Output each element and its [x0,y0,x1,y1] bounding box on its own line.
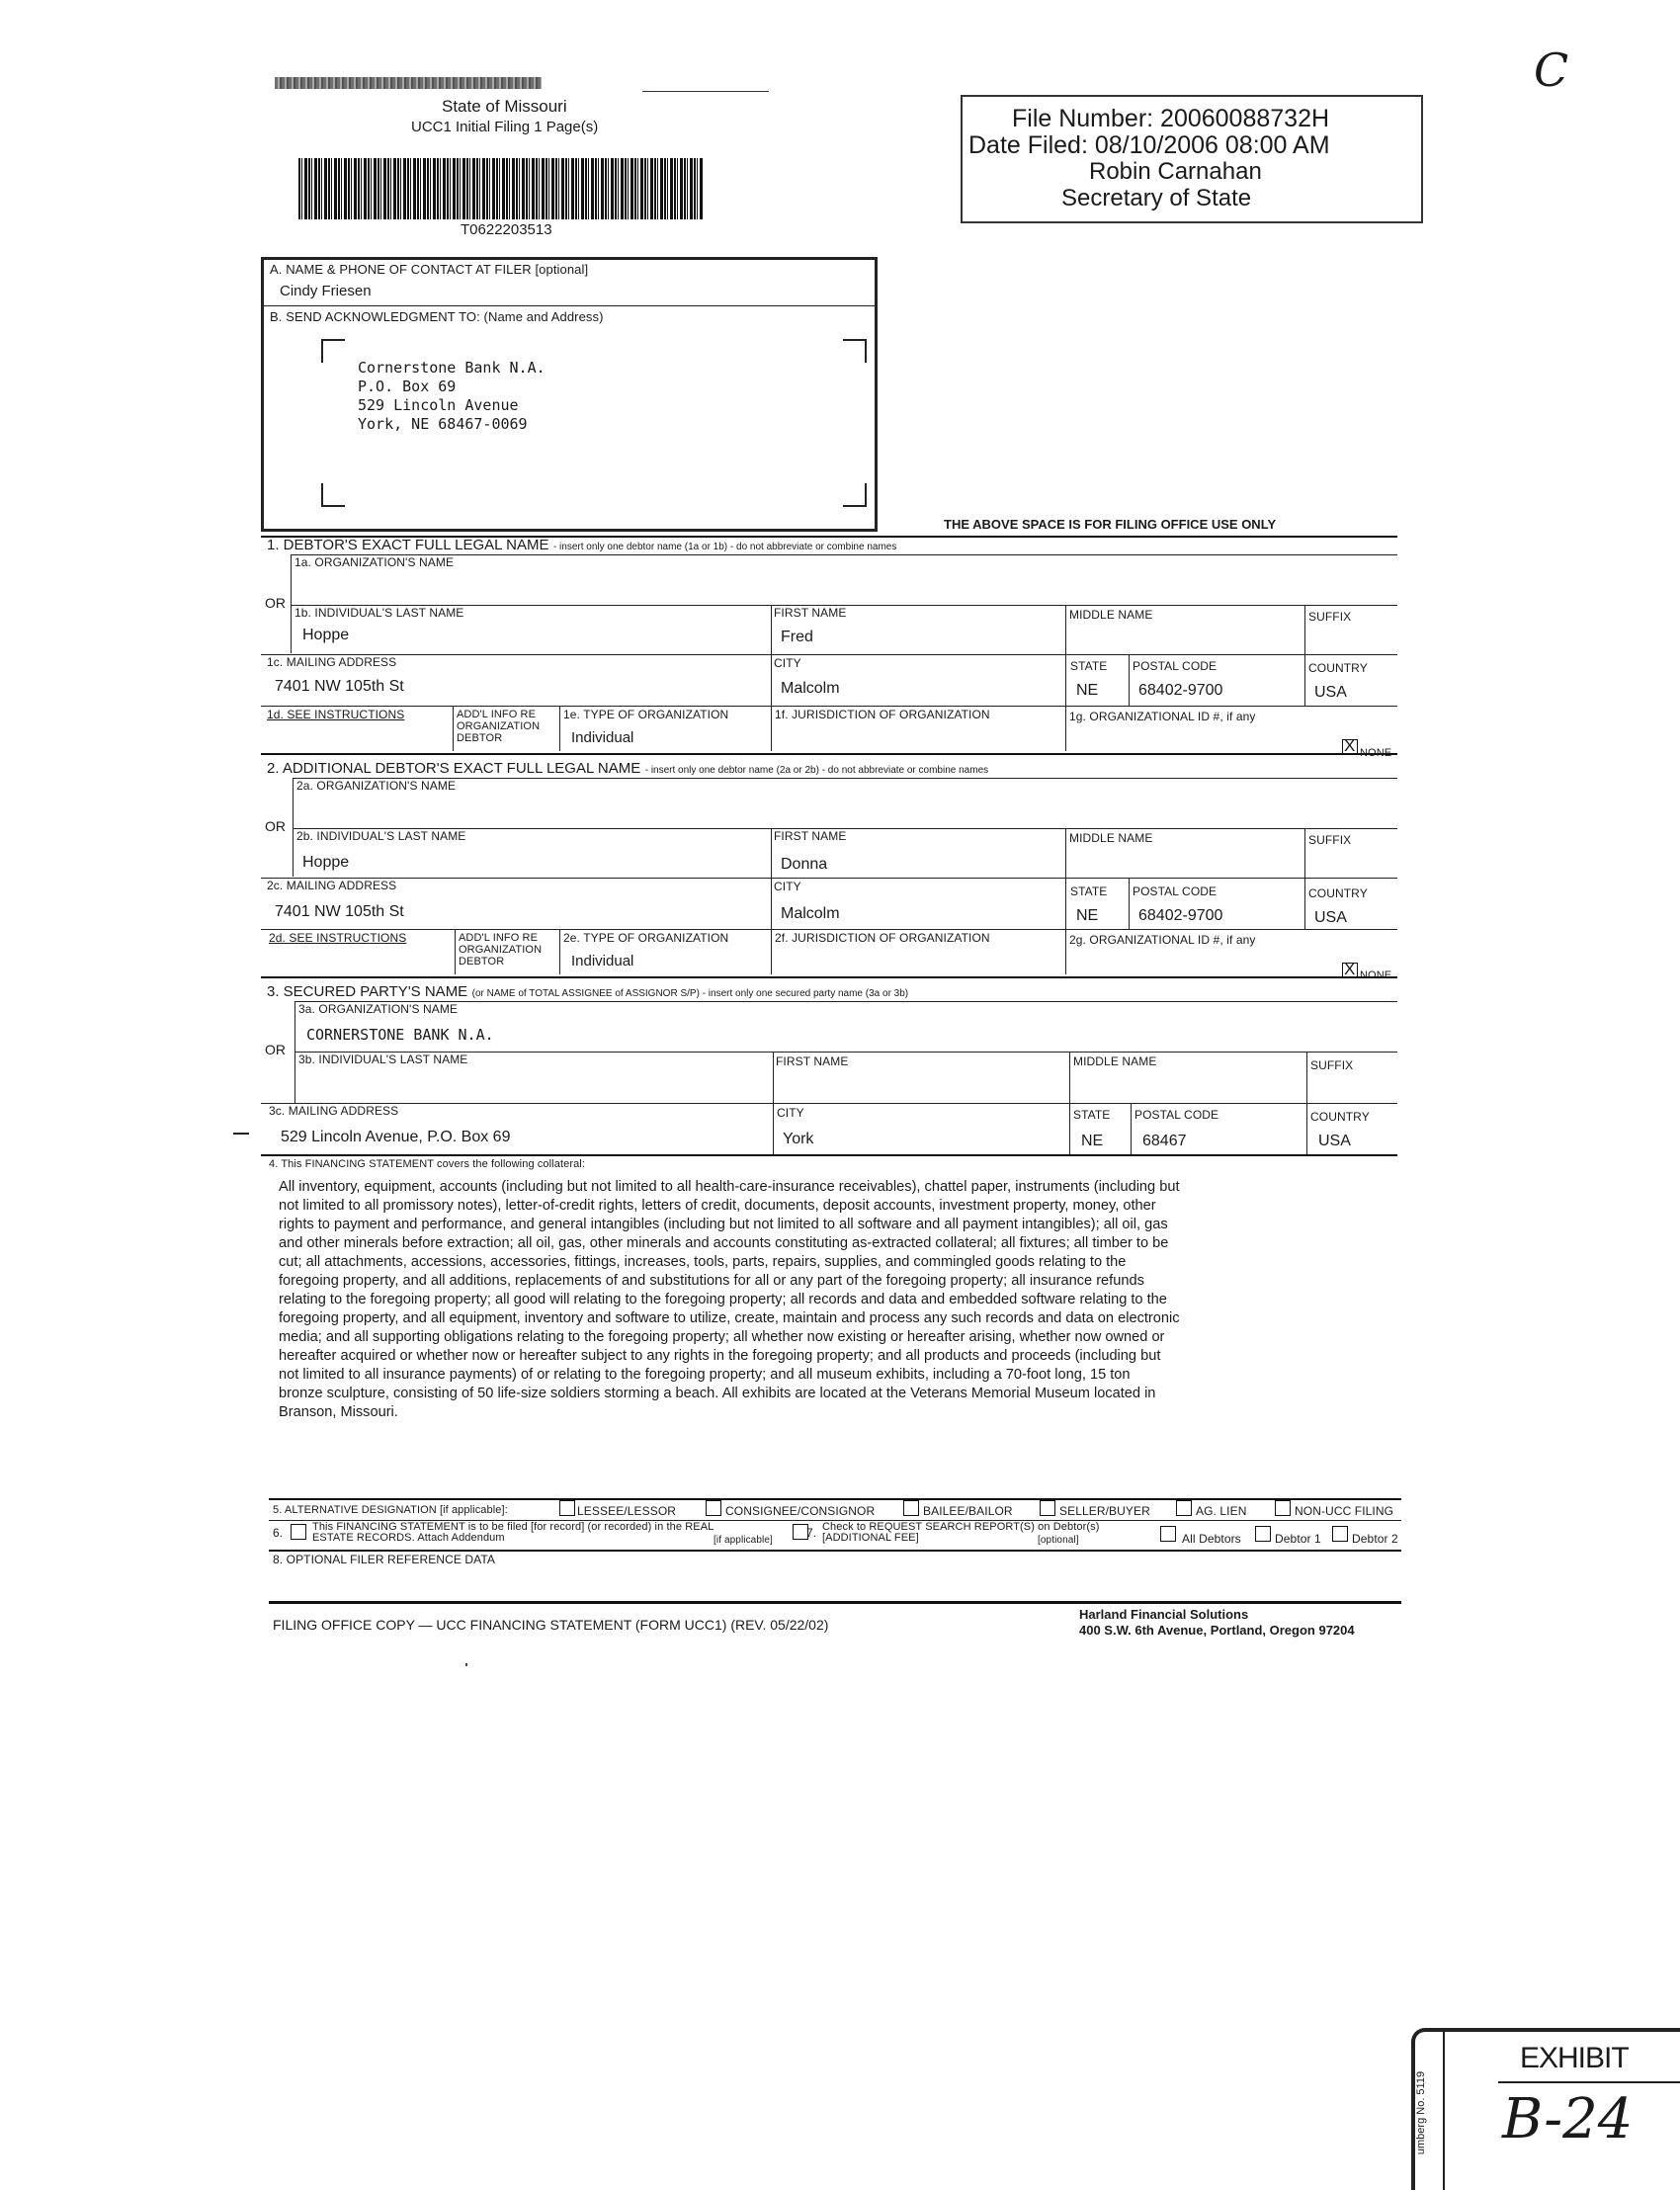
option-label: AG. LIEN [1196,1504,1247,1518]
state-label: STATE [1073,1108,1111,1122]
org-name-label: 1a. ORGANIZATION'S NAME [294,555,455,569]
ack-label: B. SEND ACKNOWLEDGMENT TO: (Name and Address) [270,309,604,324]
stray-mark [465,1663,467,1666]
postal-code-label: POSTAL CODE [1133,884,1218,898]
last-name-label: 2b. INDIVIDUAL'S LAST NAME [296,829,466,843]
mailing-address-label: 1c. MAILING ADDRESS [267,655,397,669]
none-label: NONE [1360,747,1392,759]
org-name-label: 2a. ORGANIZATION'S NAME [296,779,457,793]
collateral-line: cut; all attachments, accessions, accessories, fittings, increases, tools, parts, repairs, supplies, and commingled goods relating to the [279,1254,1127,1270]
filing-stamp [961,95,1423,223]
collateral-line: All inventory, equipment, accounts (including but not limited to all health-care-insurance receivables), chattel paper, instruments (including but [279,1179,1180,1195]
optional-note: [optional] [1038,1535,1079,1546]
debtor2-org-type: Individual [571,953,634,969]
debtor2-postal: 68402-9700 [1138,907,1223,924]
last-name-label: 1b. INDIVIDUAL'S LAST NAME [294,606,464,620]
see-instructions-link[interactable]: 1d. SEE INSTRUCTIONS [267,708,405,721]
city-label: CITY [777,1106,804,1120]
vendor-address: 400 S.W. 6th Avenue, Portland, Oregon 97204 [1079,1623,1355,1638]
collateral-line: media; and all supporting obligations relating to the foregoing property; all whether now existing or hereafter arising, whether now owned or [279,1329,1165,1345]
filing-office-note: THE ABOVE SPACE IS FOR FILING OFFICE USE ONLY [944,517,1277,532]
city-label: CITY [774,880,801,893]
debtor1-country: USA [1314,684,1347,701]
seller-buyer-checkbox[interactable] [1040,1500,1055,1516]
debtor1-first-name: Fred [781,629,813,645]
contact-box [261,257,878,532]
debtor1-address: 7401 NW 105th St [275,678,404,695]
barcode [298,158,704,219]
jurisdiction-label: 2f. JURISDICTION OF ORGANIZATION [775,931,990,945]
collateral-text [279,1178,1395,1422]
suffix-label: SUFFIX [1308,833,1352,847]
redaction-mark [275,71,551,97]
debtor2-city: Malcolm [781,905,840,922]
suffix-label: SUFFIX [1308,610,1352,624]
collateral-line: and other minerals before extraction; all oil, gas, other minerals and accounts constituting as-extracted collateral; all fixtures; all timber to be [279,1235,1169,1251]
addl-info-label: ADD'L INFO RE ORGANIZATION DEBTOR [457,709,541,744]
postal-code-label: POSTAL CODE [1133,659,1218,673]
country-label: COUNTRY [1308,886,1368,900]
addl-info-label: ADD'L INFO RE ORGANIZATION DEBTOR [459,932,543,968]
none-check-mark: X [1344,736,1356,755]
debtor1-last-name: Hoppe [302,627,350,643]
debtor1-state: NE [1076,682,1099,699]
option-label: SELLER/BUYER [1059,1504,1150,1518]
first-name-label: FIRST NAME [776,1054,849,1068]
option-label: Debtor 2 [1352,1532,1398,1546]
contact-label: A. NAME & PHONE OF CONTACT AT FILER [optional] [270,262,589,277]
jurisdiction-label: 1f. JURISDICTION OF ORGANIZATION [775,708,990,721]
debtor2-last-name: Hoppe [302,854,350,871]
collateral-line: not limited to all insurance payments) of or relating to the foregoing property; and all museum exhibits, including a 70-foot long, 15 ton [279,1367,1131,1383]
or-label: OR [265,1042,286,1057]
collateral-line: not limited to all promissory notes), letter-of-credit rights, letters of credit, documents, deposit accounts, investment property, money, other [279,1198,1156,1214]
middle-name-label: MIDDLE NAME [1069,608,1153,622]
org-type-label: 1e. TYPE OF ORGANIZATION [563,708,729,721]
or-label: OR [265,595,286,611]
collateral-line: foregoing property, and all additions, replacements of and substitutions for all or any part of the foregoing property; all insurance refunds [279,1273,1144,1289]
section2-heading-text: 2. ADDITIONAL DEBTOR'S EXACT FULL LEGAL NAME [267,760,641,777]
section3-heading-note: (or NAME of TOTAL ASSIGNEE of ASSIGNOR S/P) - insert only one secured party name (3a or 3b) [471,988,909,999]
option-label: NON-UCC FILING [1295,1504,1394,1518]
debtor2-state: NE [1076,907,1099,924]
secured-party-address: 529 Lincoln Avenue, P.O. Box 69 [281,1129,511,1145]
collateral-line: relating to the foregoing property; all good will relating to the foregoing property; all records and data and embedded software relating to the [279,1292,1167,1307]
country-label: COUNTRY [1308,661,1368,675]
secured-party-country: USA [1318,1133,1351,1149]
collateral-line: hereafter acquired or whether now or hereafter subject to any rights in the foregoing property; and all products and proceeds (including but [279,1348,1161,1364]
ack-address [358,359,546,434]
last-name-label: 3b. INDIVIDUAL'S LAST NAME [298,1053,468,1066]
secured-party-org-name: CORNERSTONE BANK N.A. [306,1026,494,1044]
collateral-line: bronze sculpture, consisting of 50 life-size soldiers storming a beach. All exhibits are located at the Veterans Memorial Museum located in [279,1386,1156,1401]
option-label: BAILEE/BAILOR [923,1504,1013,1518]
collateral-line: rights to payment and performance, and general intangibles (including but not limited to all software and all payment intangibles); all oil, gas [279,1217,1168,1232]
exhibit-label: EXHIBIT [1520,2042,1629,2074]
section1-heading [267,537,896,554]
barcode-number: T0622203513 [461,221,552,238]
lessee-lessor-checkbox[interactable] [559,1500,575,1516]
first-name-label: FIRST NAME [774,606,847,620]
margin-tick [233,1133,249,1135]
middle-name-label: MIDDLE NAME [1069,831,1153,845]
debtor2-country: USA [1314,909,1347,926]
section6-num: 6. [273,1526,284,1540]
filing-office-copy: FILING OFFICE COPY — UCC FINANCING STATEMENT (FORM UCC1) (REV. 05/22/02) [273,1617,829,1633]
debtor1-postal: 68402-9700 [1138,682,1223,699]
secured-party-city: York [783,1131,814,1147]
country-label: COUNTRY [1310,1110,1370,1124]
collateral-line: foregoing property, and all equipment, inventory and software to utilize, create, maintain and process any such records and data on electronic [279,1310,1180,1326]
exhibit-sticker [1411,2028,1680,2190]
vendor-name: Harland Financial Solutions [1079,1607,1249,1622]
debtor1-checkbox[interactable] [1255,1526,1271,1542]
real-estate-line: This FINANCING STATEMENT is to be filed [for record] (or recorded) in the REAL [312,1521,714,1533]
state-name: State of Missouri [442,97,567,116]
option-label: CONSIGNEE/CONSIGNOR [725,1504,876,1518]
debtor2-checkbox[interactable] [1332,1526,1348,1542]
section2-heading-note: - insert only one debtor name (2a or 2b) - do not abbreviate or combine names [644,765,989,776]
file-number: File Number: 20060088732H [1012,105,1330,132]
exhibit-code: B-24 [1502,2087,1634,2151]
contact-name: Cindy Friesen [280,283,372,299]
option-label: Debtor 1 [1275,1532,1321,1546]
real-estate-line: ESTATE RECORDS. Attach Addendum [312,1532,505,1544]
org-type-label: 2e. TYPE OF ORGANIZATION [563,931,729,945]
state-label: STATE [1070,884,1108,898]
alt-designation-label: 5. ALTERNATIVE DESIGNATION [if applicable]: [273,1504,508,1516]
ag-lien-checkbox[interactable] [1176,1500,1192,1516]
mailing-address-label: 2c. MAILING ADDRESS [267,879,397,892]
debtor1-org-type: Individual [571,729,634,746]
search-report-line: Check to REQUEST SEARCH REPORT(S) on Debtor(s) [822,1521,1100,1533]
debtor1-city: Malcolm [781,680,840,697]
applicable-note: [if applicable] [714,1535,773,1546]
date-filed: Date Filed: 08/10/2006 08:00 AM [968,131,1330,159]
filing-type: UCC1 Initial Filing 1 Page(s) [411,119,599,135]
secured-party-state: NE [1081,1133,1104,1149]
corner-mark: C [1534,43,1569,97]
debtor2-first-name: Donna [781,856,828,873]
postal-code-label: POSTAL CODE [1134,1108,1219,1122]
org-id-label: 2g. ORGANIZATIONAL ID #, if any [1069,933,1256,947]
section1-heading-note: - insert only one debtor name (1a or 1b) - do not abbreviate or combine names [552,542,897,552]
mailing-address-label: 3c. MAILING ADDRESS [269,1104,399,1118]
officer-name: Robin Carnahan [1089,158,1262,185]
section3-heading [267,983,908,1001]
state-label: STATE [1070,659,1108,673]
org-name-label: 3a. ORGANIZATION'S NAME [298,1002,459,1016]
none-check-mark: X [1344,960,1356,978]
see-instructions-link[interactable]: 2d. SEE INSTRUCTIONS [269,931,407,945]
collateral-line: Branson, Missouri. [279,1404,398,1420]
collateral-heading: 4. This FINANCING STATEMENT covers the following collateral: [269,1158,585,1170]
option-label: All Debtors [1182,1532,1241,1546]
city-label: CITY [774,656,801,670]
officer-title: Secretary of State [1061,185,1252,211]
ack-address-line: Cornerstone Bank N.A. [358,359,546,377]
ack-address-line: P.O. Box 69 [358,378,457,395]
secured-party-postal: 68467 [1142,1133,1187,1149]
bailee-bailor-checkbox[interactable] [903,1500,919,1516]
real-estate-text [312,1522,714,1544]
section7-num: 7. [806,1526,817,1540]
or-label: OR [265,818,286,834]
option-label: LESSEE/LESSOR [577,1504,677,1518]
exhibit-side-text: umberg No. 5119 [1415,2070,1428,2155]
filer-reference-label: 8. OPTIONAL FILER REFERENCE DATA [273,1553,496,1566]
ack-address-line: 529 Lincoln Avenue [358,396,519,414]
search-report-line: [ADDITIONAL FEE] [822,1532,919,1544]
middle-name-label: MIDDLE NAME [1073,1054,1157,1068]
consignee-consignor-checkbox[interactable] [706,1500,721,1516]
ack-address-line: York, NE 68467-0069 [358,415,528,433]
first-name-label: FIRST NAME [774,829,847,843]
section2-heading [267,760,988,778]
all-debtors-checkbox[interactable] [1160,1526,1176,1542]
section3-heading-text: 3. SECURED PARTY'S NAME [267,983,468,1000]
suffix-label: SUFFIX [1310,1058,1354,1072]
section1-heading-text: 1. DEBTOR'S EXACT FULL LEGAL NAME [267,537,549,553]
org-id-label: 1g. ORGANIZATIONAL ID #, if any [1069,710,1256,723]
real-estate-checkbox[interactable] [291,1524,306,1540]
debtor2-address: 7401 NW 105th St [275,903,404,920]
non-ucc-filing-checkbox[interactable] [1275,1500,1291,1516]
none-label: NONE [1360,969,1392,981]
